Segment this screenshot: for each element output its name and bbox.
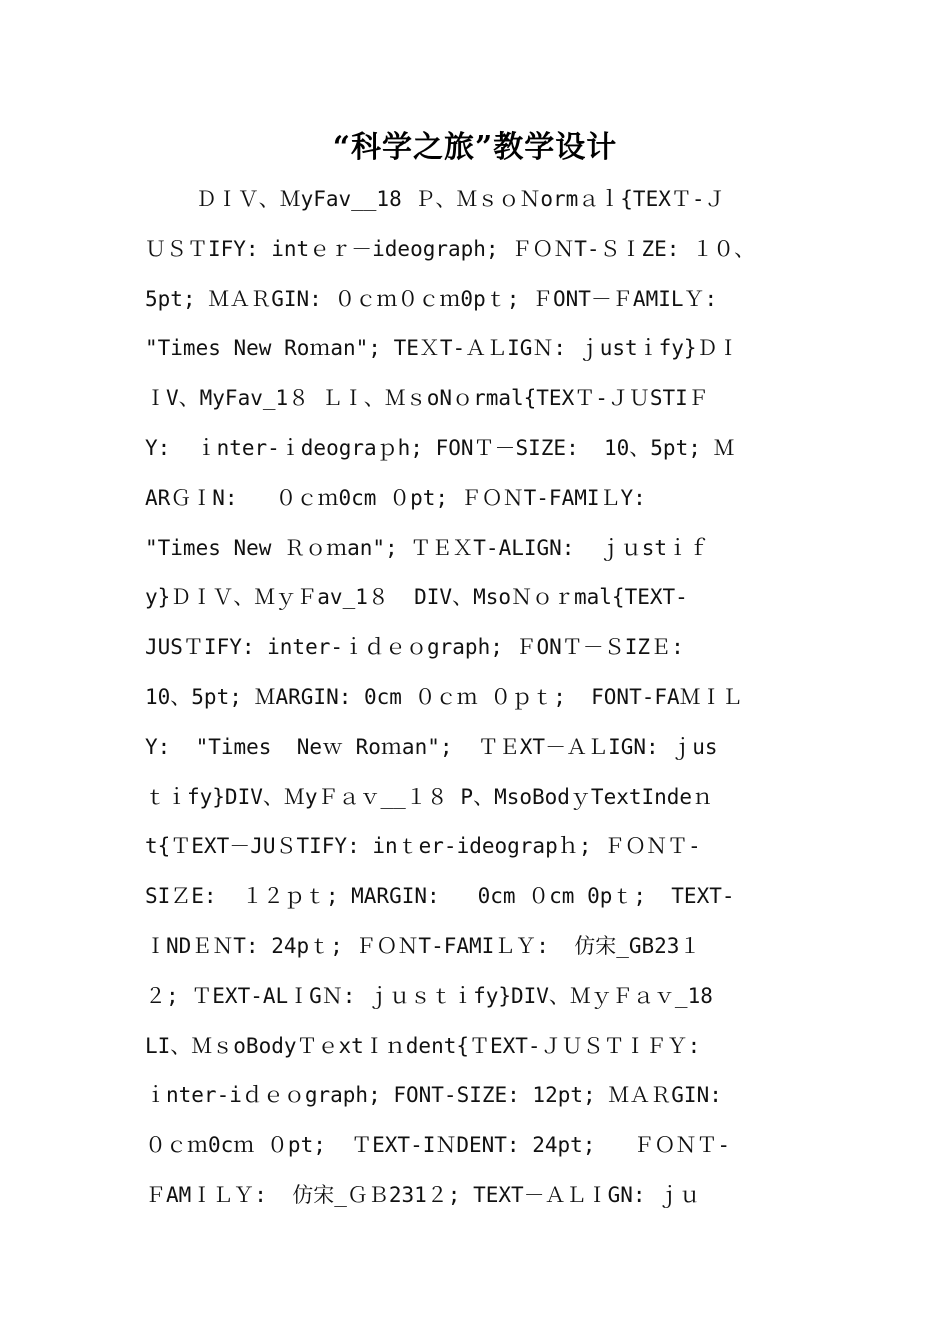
body-line: ｉnter-iｄｅｏgraph; FONT-SIZE: 12pt; ＭＡＲGIN: (145, 1083, 722, 1108)
body-line: JUSＴIFY: inter-ｉｄｅｏgraph; ＦONＴ－ＳIZＥ: (145, 635, 684, 660)
body-line: t{ＴEXT－JUＳTIFY: inｔer-ideograpｈ; ＦＯＮＴ- (145, 834, 701, 859)
body-line: Y: ｉnter-ｉdeograｐh; FONＴ－SIZE: 10、5pt; Ｍ (145, 435, 735, 460)
body-line: ＦAMＩＬＹ: 仿宋_ＧＢ231２; TEXT－ＡＬＩGN: ｊｕ (145, 1182, 701, 1207)
body-line: ＩV、MyFav_1８ ＬＩ、ＭｓoNｏrmal{TEXＴ-ＪＵSTIＦ (145, 386, 709, 411)
body-line: Y: "Times Neｗ Roｍan"; ＴＥXT－ＡＬIGN: ｊus (145, 734, 718, 759)
body-line: ＵＳＴIFY: intｅｒ－ideograph; ＦＯＮT-ＳＩZE: １０、 (145, 236, 756, 261)
body-line: LI、ＭｓoBodyＴｅxtＩｎdent{ＴEXT-ＪＵＳＴＩＦＹ: (145, 1033, 701, 1058)
body-line: y}ＤＩＶ、ＭｙＦav_1８ DIV、MsoＮｏｒmal{TEXT- (145, 585, 688, 610)
body-line: "Times New Ｒｏｍan"; ＴＥＸT-ALIGN: ｊｕstｉｆ (145, 535, 710, 560)
body-line: 5pt; ＭＡＲGIN: ０ｃｍ０ｃｍ0pｔ; ＦONT－ＦAMILＹ: (145, 286, 718, 311)
body-line: 10、5pt; ＭARGIN: 0cm ０ｃｍ ０ｐｔ; FONT-FAＭＩＬ (145, 684, 743, 709)
body-line: ２; ＴEXT-ALＩGＮ: ｊｕｓｔｉfy}DIV、ＭｙＦａｖ_18 (145, 983, 713, 1008)
document-title: “科学之旅”教学设计 (332, 130, 618, 165)
body-line: ARＧＩN: ０ｃｍ0cm ０pt; ＦＯＮT-FAMIＬY: (145, 485, 646, 510)
body-line: ０ｃｍ0cｍ ０pt; ＴEXT-IＮDENT: 24pt; ＦＯＮＴ- (145, 1133, 731, 1158)
body-line: ｔｉfy}DIV、ＭyＦａｖ__１８ P、MsoBodｙTextIndeｎ (145, 784, 714, 809)
body-line: ＩNDＥＮT: 24pｔ; ＦＯＮT-FAMIＬＹ: 仿宋_GB23１ (145, 933, 701, 958)
body-line: SIＺE: １２ｐｔ; MARGIN: 0cm ０cm 0pｔ; TEXT- (145, 884, 735, 909)
body-line: "Times New Roｍan"; TEＸT-ＡＬIGＮ: ｊustｉfy}ＤＩ (145, 336, 739, 361)
body-line: ＤＩＶ、ＭyFav__18 Ｐ、ＭｓｏＮormａｌ{TEXＴ-Ｊ (145, 187, 726, 211)
document-body (145, 175, 815, 1221)
